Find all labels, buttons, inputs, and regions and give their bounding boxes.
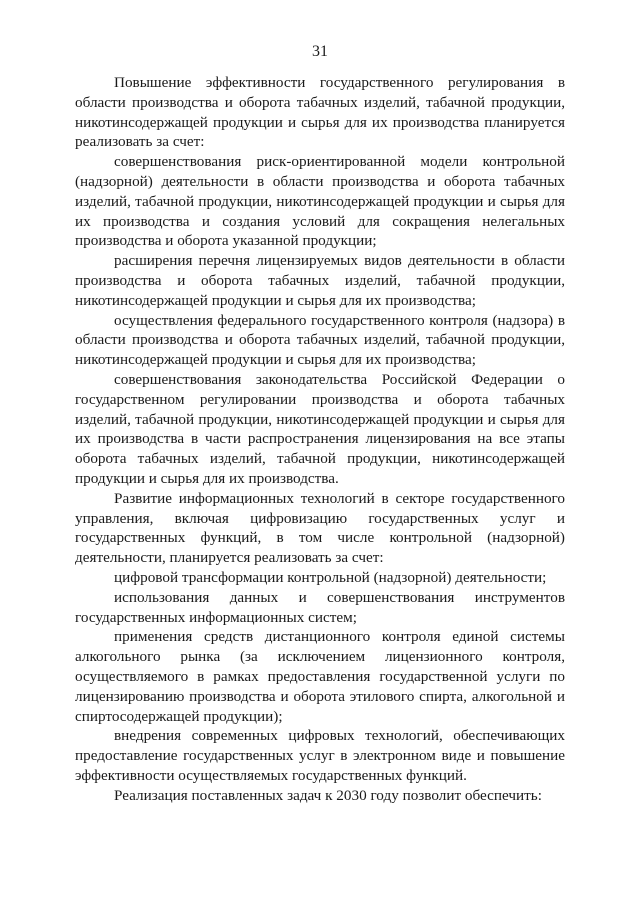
- paragraph-legislation: совершенствования законодательства Российской Федерации о государственном регулировании производства и оборота табачных изделий, табачной продукции, никотинсодержащей продукции и сырья для их производства в части распространения лицензирования на все этапы оборота табачных изделий, табачной продукции, никотинсодержащей продукции и сырья для их производства.: [75, 370, 565, 487]
- paragraph-modern-technologies: внедрения современных цифровых технологий, обеспечивающих предоставление государственных услуг в электронном виде и повышение эффективности осуществляемых государственных функций.: [75, 727, 565, 784]
- paragraph-digital-transformation: цифровой трансформации контрольной (надзорной) деятельности;: [114, 568, 547, 586]
- paragraph-remote-control: применения средств дистанционного контроля единой системы алкогольного рынка (за исключением лицензионного контроля, осуществляемого в рамках предоставления государственной услуги по лицензированию производства и оборота этилового спирта, алкогольной и спиртосодержащей продукции);: [75, 628, 565, 725]
- paragraph-it-development: Развитие информационных технологий в секторе государственного управления, включая цифровизацию государственных услуг и государственных функций, в том числе контрольной (надзорной) деятельности, планируется реализовать за счет:: [75, 489, 565, 567]
- paragraph-federal-control: осуществления федерального государственного контроля (надзора) в области производства и оборота табачных изделий, табачной продукции, никотинсодержащей продукции и сырья для их производства;: [75, 311, 565, 369]
- document-body: [75, 73, 565, 805]
- paragraph-data-usage: использования данных и совершенствования инструментов государственных информационных систем;: [75, 588, 565, 626]
- paragraph-risk-model: совершенствования риск-ориентированной модели контрольной (надзорной) деятельности в области производства и оборота табачных изделий, табачной продукции, никотинсодержащей продукции и сырья для их производства и создания условий для сокращения нелегальных производства и оборота указанной продукции;: [75, 153, 565, 250]
- page-number: 31: [312, 43, 328, 60]
- paragraph-licensing-expansion: расширения перечня лицензируемых видов деятельности в области производства и оборота табачных изделий, табачной продукции, никотинсодержащей продукции и сырья для их производства;: [75, 252, 565, 309]
- paragraph-goals-2030: Реализация поставленных задач к 2030 году позволит обеспечить:: [114, 786, 542, 804]
- paragraph-intro-regulation: Повышение эффективности государственного регулирования в области производства и оборота табачных изделий, табачной продукции, никотинсодержащей продукции и сырья для их производства планируется реализовать за счет:: [75, 74, 565, 151]
